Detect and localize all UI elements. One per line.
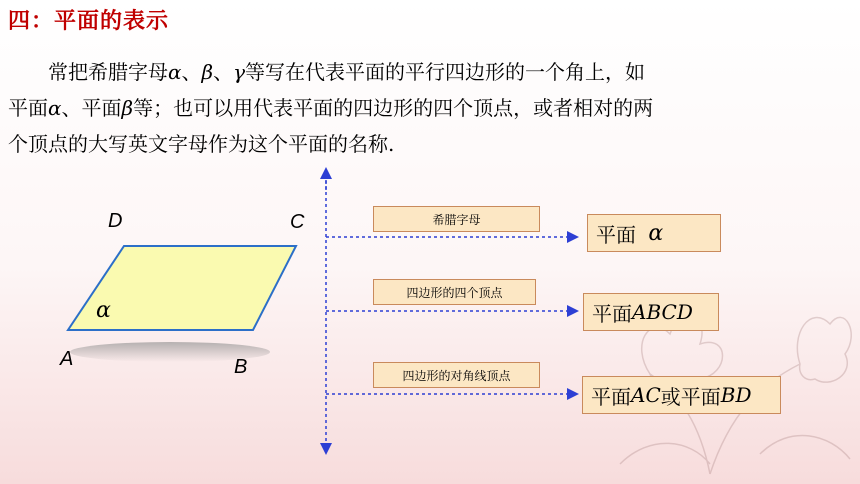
plane-alpha-label: α [96, 298, 111, 323]
result-plane-alpha: 平面 α [587, 214, 721, 252]
vertex-B: B [234, 356, 248, 378]
vertex-D: D [108, 210, 123, 232]
tag-four-vertices: 四边形的四个顶点 [373, 279, 536, 305]
paragraph-line-1: 常把希腊字母α、β、γ等写在代表平面的平行四边形的一个角上，如 [48, 60, 646, 84]
section-title: 四：平面的表示 [8, 9, 170, 34]
vertex-A: A [60, 348, 74, 370]
tag-greek-letter: 希腊字母 [373, 206, 540, 232]
tag-diagonal-vertices: 四边形的对角线顶点 [373, 362, 540, 388]
paragraph-line-2: 平面α、平面β等；也可以用代表平面的四边形的四个顶点，或者相对的两 [8, 96, 654, 120]
vertex-C: C [290, 211, 305, 233]
paragraph-line-3: 个顶点的大写英文字母作为这个平面的名称. [8, 132, 395, 156]
result-plane-abcd: 平面 ABCD [583, 293, 719, 331]
result-plane-ac-bd: 平面 AC 或平面 BD [582, 376, 781, 414]
